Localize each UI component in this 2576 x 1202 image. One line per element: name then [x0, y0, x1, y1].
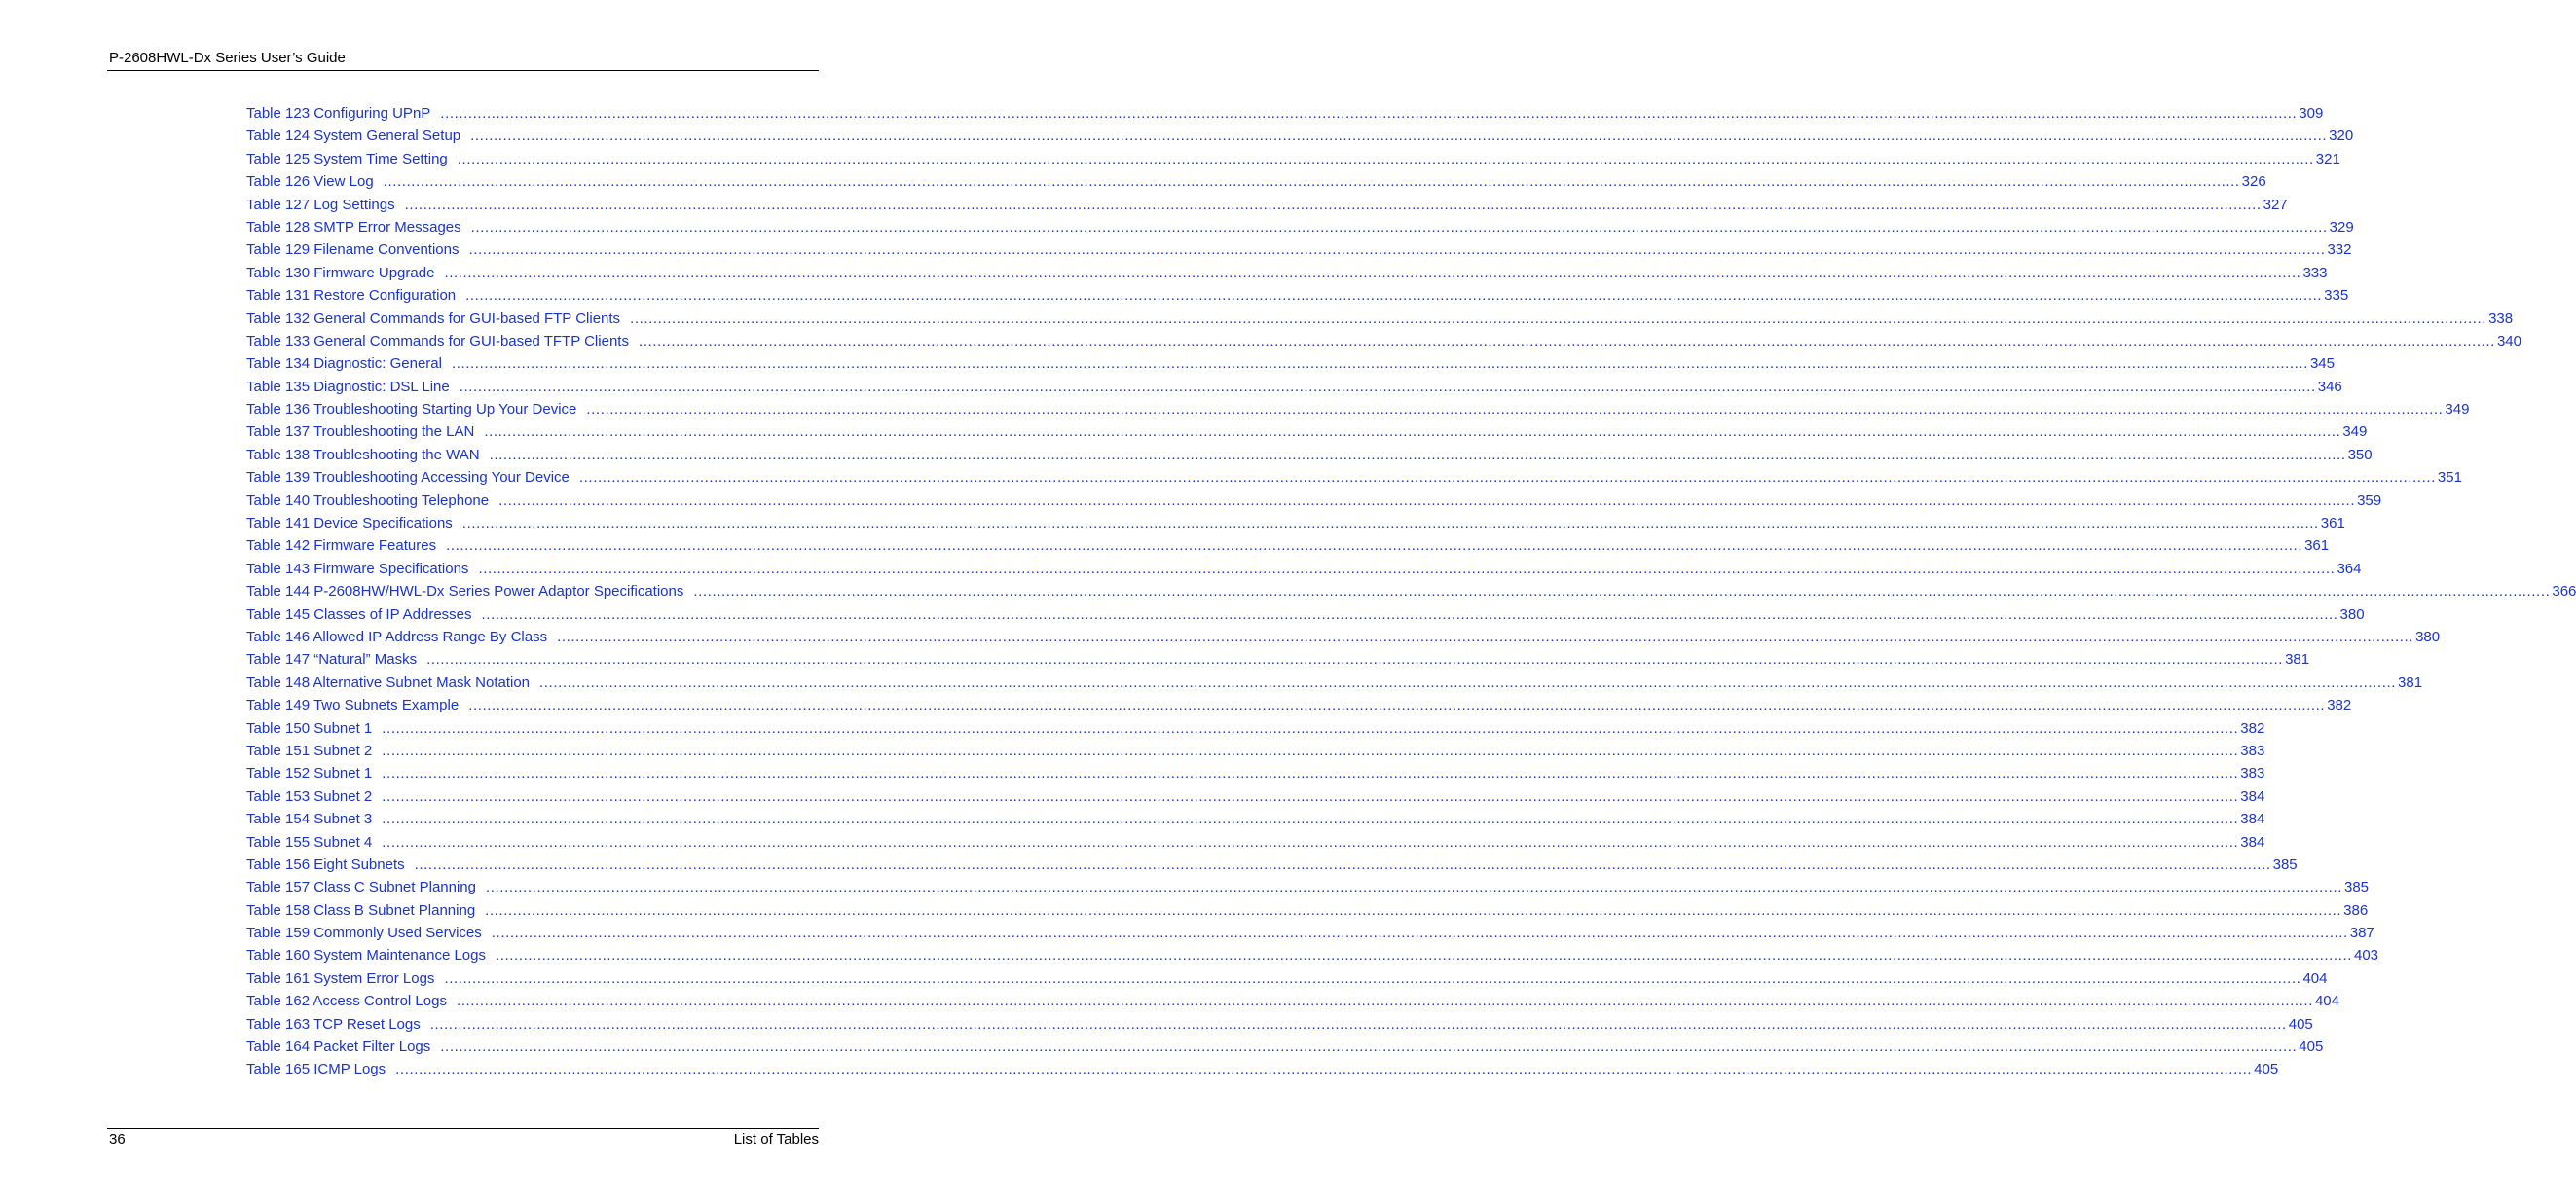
toc-entry-title: Table 144 P-2608HW/HWL-Dx Series Power Adaptor Specifications: [246, 583, 684, 601]
toc-entry[interactable]: [246, 420, 2368, 443]
toc-entry[interactable]: [246, 967, 2328, 990]
toc-entry-title: Table 154 Subnet 3: [246, 811, 373, 828]
toc-entry-title: Table 161 System Error Logs: [246, 969, 435, 987]
toc-entry-title: Table 129 Filename Conventions: [246, 241, 460, 259]
toc-entry-title: Table 123 Configuring UPnP: [246, 105, 431, 122]
toc-entry-page: 361: [2320, 515, 2345, 532]
dot-leader: ................................................................................................................................................................................................................................................................................................................................................................................................................: [539, 674, 2397, 691]
toc-entry[interactable]: [246, 648, 2310, 671]
dot-leader: ................................................................................................................................................................................................................................................................................................................................................................................................................: [578, 469, 2436, 487]
toc-entry[interactable]: [246, 854, 2298, 876]
toc-entry-title: Table 149 Two Subnets Example: [246, 697, 460, 714]
dot-leader: ................................................................................................................................................................................................................................................................................................................................................................................................................: [459, 378, 2316, 395]
toc-entry-title: Table 152 Subnet 1: [246, 765, 373, 783]
toc-entry-title: Table 128 SMTP Error Messages: [246, 218, 461, 236]
toc-entry-page: 387: [2349, 925, 2374, 942]
list-of-tables: [246, 102, 2576, 1081]
toc-entry[interactable]: [246, 785, 2265, 808]
dot-leader: ................................................................................................................................................................................................................................................................................................................................................................................................................: [382, 765, 2239, 783]
toc-entry-page: 382: [2240, 719, 2265, 737]
toc-entry[interactable]: [246, 831, 2265, 854]
toc-entry-title: Table 132 General Commands for GUI-based FTP Clients: [246, 310, 621, 327]
toc-entry-page: 384: [2240, 787, 2265, 805]
footer-section-title: List of Tables: [733, 1131, 819, 1147]
toc-entry[interactable]: [246, 444, 2373, 466]
toc-entry-page: 335: [2324, 287, 2349, 305]
dot-leader: ................................................................................................................................................................................................................................................................................................................................................................................................................: [693, 583, 2551, 601]
toc-entry[interactable]: [246, 216, 2354, 238]
dot-leader: ................................................................................................................................................................................................................................................................................................................................................................................................................: [446, 537, 2303, 555]
toc-entry-page: 366: [2552, 583, 2576, 601]
toc-entry[interactable]: [246, 170, 2266, 193]
toc-entry-title: Table 145 Classes of IP Addresses: [246, 605, 472, 623]
toc-entry[interactable]: [246, 308, 2514, 330]
toc-entry-page: 384: [2240, 833, 2265, 851]
dot-leader: ................................................................................................................................................................................................................................................................................................................................................................................................................: [451, 355, 2308, 373]
toc-entry[interactable]: [246, 490, 2382, 512]
toc-entry-page: 320: [2329, 127, 2354, 145]
toc-entry-page: 361: [2304, 537, 2330, 555]
toc-entry[interactable]: [246, 717, 2265, 740]
toc-entry[interactable]: [246, 376, 2342, 398]
dot-leader: ................................................................................................................................................................................................................................................................................................................................................................................................................: [630, 310, 2487, 327]
toc-entry-title: Table 150 Subnet 1: [246, 719, 373, 737]
toc-entry-title: Table 140 Troubleshooting Telephone: [246, 492, 490, 509]
toc-entry[interactable]: [246, 102, 2324, 125]
header-title: P-2608HWL-Dx Series User’s Guide: [109, 50, 346, 66]
toc-entry-page: 405: [2288, 1015, 2313, 1033]
dot-leader: ................................................................................................................................................................................................................................................................................................................................................................................................................: [461, 515, 2319, 532]
toc-entry[interactable]: [246, 876, 2370, 898]
dot-leader: ................................................................................................................................................................................................................................................................................................................................................................................................................: [491, 925, 2348, 942]
toc-entry-page: 321: [2315, 150, 2340, 167]
dot-leader: ................................................................................................................................................................................................................................................................................................................................................................................................................: [557, 628, 2414, 645]
toc-entry-title: Table 147 “Natural” Masks: [246, 651, 418, 669]
toc-entry-title: Table 133 General Commands for GUI-based TFTP Clients: [246, 332, 629, 349]
toc-entry-title: Table 153 Subnet 2: [246, 787, 373, 805]
dot-leader: ................................................................................................................................................................................................................................................................................................................................................................................................................: [382, 719, 2239, 737]
toc-entry[interactable]: [246, 899, 2369, 922]
toc-entry-page: 327: [2263, 196, 2288, 213]
toc-entry-title: Table 134 Diagnostic: General: [246, 355, 442, 373]
toc-entry-title: Table 151 Subnet 2: [246, 742, 373, 759]
toc-entry-title: Table 159 Commonly Used Services: [246, 925, 482, 942]
dot-leader: ................................................................................................................................................................................................................................................................................................................................................................................................................: [440, 105, 2298, 122]
toc-entry-page: 384: [2240, 811, 2265, 828]
toc-entry-page: 405: [2254, 1061, 2279, 1078]
toc-entry-title: Table 126 View Log: [246, 173, 374, 191]
dot-leader: ................................................................................................................................................................................................................................................................................................................................................................................................................: [486, 879, 2342, 896]
dot-leader: ................................................................................................................................................................................................................................................................................................................................................................................................................: [429, 1015, 2287, 1033]
toc-entry-page: 382: [2327, 697, 2352, 714]
toc-entry[interactable]: [246, 808, 2265, 830]
dot-leader: ................................................................................................................................................................................................................................................................................................................................................................................................................: [586, 401, 2444, 419]
toc-entry-page: 349: [2342, 423, 2368, 441]
toc-entry[interactable]: [246, 694, 2352, 716]
toc-entry-title: Table 124 System General Setup: [246, 127, 461, 145]
toc-entry-title: Table 141 Device Specifications: [246, 515, 453, 532]
toc-entry-page: 359: [2357, 492, 2382, 509]
dot-leader: ................................................................................................................................................................................................................................................................................................................................................................................................................: [382, 787, 2239, 805]
toc-entry-title: Table 130 Firmware Upgrade: [246, 264, 435, 281]
toc-entry-title: Table 163 TCP Reset Logs: [246, 1015, 421, 1033]
dot-leader: ................................................................................................................................................................................................................................................................................................................................................................................................................: [495, 947, 2352, 965]
toc-entry-page: 364: [2337, 560, 2362, 577]
dot-leader: ................................................................................................................................................................................................................................................................................................................................................................................................................: [470, 127, 2328, 145]
toc-entry[interactable]: [246, 1058, 2279, 1080]
dot-leader: ................................................................................................................................................................................................................................................................................................................................................................................................................: [468, 241, 2326, 259]
footer-page-number: 36: [109, 1131, 126, 1147]
dot-leader: ................................................................................................................................................................................................................................................................................................................................................................................................................: [444, 264, 2301, 281]
toc-entry-title: Table 127 Log Settings: [246, 196, 395, 213]
dot-leader: ................................................................................................................................................................................................................................................................................................................................................................................................................: [457, 150, 2314, 167]
dot-leader: ................................................................................................................................................................................................................................................................................................................................................................................................................: [382, 833, 2239, 851]
toc-entry[interactable]: [246, 352, 2335, 375]
dot-leader: ................................................................................................................................................................................................................................................................................................................................................................................................................: [382, 742, 2239, 759]
toc-entry-title: Table 138 Troubleshooting the WAN: [246, 446, 480, 463]
toc-entry-title: Table 155 Subnet 4: [246, 833, 373, 851]
dot-leader: ................................................................................................................................................................................................................................................................................................................................................................................................................: [465, 287, 2323, 305]
toc-entry-title: Table 157 Class C Subnet Planning: [246, 879, 476, 896]
toc-entry[interactable]: [246, 125, 2354, 147]
toc-entry-page: 309: [2299, 105, 2324, 122]
dot-leader: ................................................................................................................................................................................................................................................................................................................................................................................................................: [478, 560, 2336, 577]
toc-entry-title: Table 125 System Time Setting: [246, 150, 448, 167]
toc-entry[interactable]: [246, 558, 2362, 580]
toc-entry-page: 386: [2343, 901, 2369, 919]
toc-entry-title: Table 165 ICMP Logs: [246, 1061, 386, 1078]
toc-entry-page: 405: [2299, 1038, 2324, 1056]
toc-entry[interactable]: [246, 1013, 2313, 1036]
toc-entry-page: 381: [2285, 651, 2310, 669]
dot-leader: ................................................................................................................................................................................................................................................................................................................................................................................................................: [489, 446, 2346, 463]
toc-entry[interactable]: [246, 238, 2352, 261]
dot-leader: ................................................................................................................................................................................................................................................................................................................................................................................................................: [383, 173, 2240, 191]
toc-entry-title: Table 162 Access Control Logs: [246, 993, 447, 1010]
toc-entry-title: Table 158 Class B Subnet Planning: [246, 901, 476, 919]
toc-entry-page: 351: [2437, 469, 2462, 487]
toc-entry-page: 326: [2241, 173, 2266, 191]
dot-leader: ................................................................................................................................................................................................................................................................................................................................................................................................................: [485, 901, 2342, 919]
toc-entry[interactable]: [246, 194, 2288, 216]
dot-leader: ................................................................................................................................................................................................................................................................................................................................................................................................................: [414, 856, 2271, 873]
dot-leader: ................................................................................................................................................................................................................................................................................................................................................................................................................: [404, 196, 2262, 213]
toc-entry[interactable]: [246, 944, 2379, 966]
toc-entry[interactable]: [246, 262, 2328, 284]
toc-entry[interactable]: [246, 990, 2339, 1012]
toc-entry[interactable]: [246, 626, 2441, 648]
toc-entry[interactable]: [246, 762, 2265, 784]
toc-entry[interactable]: [246, 1036, 2324, 1058]
toc-entry-page: 338: [2488, 310, 2514, 327]
toc-entry-page: 383: [2240, 765, 2265, 783]
toc-entry-title: Table 146 Allowed IP Address Range By Class: [246, 628, 548, 645]
toc-entry-page: 404: [2314, 993, 2339, 1010]
toc-entry-title: Table 148 Alternative Subnet Mask Notation: [246, 674, 531, 691]
toc-entry-page: 385: [2344, 879, 2370, 896]
toc-entry[interactable]: [246, 512, 2345, 534]
toc-entry-title: Table 156 Eight Subnets: [246, 856, 405, 873]
toc-entry-page: 380: [2339, 605, 2365, 623]
toc-entry-title: Table 131 Restore Configuration: [246, 287, 457, 305]
toc-entry-page: 350: [2347, 446, 2373, 463]
toc-entry[interactable]: [246, 284, 2349, 307]
toc-entry-title: Table 135 Diagnostic: DSL Line: [246, 378, 450, 395]
dot-leader: ................................................................................................................................................................................................................................................................................................................................................................................................................: [456, 993, 2313, 1010]
toc-entry[interactable]: [246, 922, 2374, 944]
toc-entry[interactable]: [246, 740, 2265, 762]
dot-leader: ................................................................................................................................................................................................................................................................................................................................................................................................................: [638, 332, 2495, 349]
toc-entry[interactable]: [246, 580, 2576, 602]
toc-entry[interactable]: [246, 398, 2470, 420]
toc-entry-page: 340: [2496, 332, 2521, 349]
dot-leader: ................................................................................................................................................................................................................................................................................................................................................................................................................: [470, 218, 2328, 236]
dot-leader: ................................................................................................................................................................................................................................................................................................................................................................................................................: [498, 492, 2356, 509]
toc-entry[interactable]: [246, 534, 2330, 557]
toc-entry-title: Table 160 System Maintenance Logs: [246, 947, 486, 965]
toc-entry-title: Table 142 Firmware Features: [246, 537, 437, 555]
toc-entry-page: 346: [2317, 378, 2342, 395]
dot-leader: ................................................................................................................................................................................................................................................................................................................................................................................................................: [382, 811, 2239, 828]
toc-entry[interactable]: [246, 603, 2365, 626]
toc-entry[interactable]: [246, 330, 2521, 352]
dot-leader: ................................................................................................................................................................................................................................................................................................................................................................................................................: [440, 1038, 2298, 1056]
toc-entry-page: 380: [2415, 628, 2441, 645]
toc-entry-page: 404: [2302, 969, 2328, 987]
toc-entry-title: Table 143 Firmware Specifications: [246, 560, 469, 577]
toc-entry-page: 333: [2302, 264, 2328, 281]
toc-entry[interactable]: [246, 148, 2340, 170]
toc-entry-page: 381: [2398, 674, 2423, 691]
footer-divider: [107, 1128, 819, 1129]
toc-entry-title: Table 137 Troubleshooting the LAN: [246, 423, 475, 441]
toc-entry-title: Table 139 Troubleshooting Accessing Your Device: [246, 469, 570, 487]
toc-entry-page: 349: [2445, 401, 2470, 419]
header-divider: [107, 70, 819, 71]
toc-entry-page: 329: [2329, 218, 2354, 236]
toc-entry-title: Table 164 Packet Filter Logs: [246, 1038, 431, 1056]
dot-leader: ................................................................................................................................................................................................................................................................................................................................................................................................................: [481, 605, 2338, 623]
dot-leader: ................................................................................................................................................................................................................................................................................................................................................................................................................: [444, 969, 2301, 987]
dot-leader: ................................................................................................................................................................................................................................................................................................................................................................................................................: [395, 1061, 2253, 1078]
toc-entry[interactable]: [246, 466, 2462, 489]
dot-leader: ................................................................................................................................................................................................................................................................................................................................................................................................................: [426, 651, 2284, 669]
toc-entry-page: 332: [2327, 241, 2352, 259]
toc-entry-page: 345: [2309, 355, 2335, 373]
toc-entry-page: 385: [2272, 856, 2298, 873]
dot-leader: ................................................................................................................................................................................................................................................................................................................................................................................................................: [484, 423, 2341, 441]
dot-leader: ................................................................................................................................................................................................................................................................................................................................................................................................................: [468, 697, 2326, 714]
toc-entry-page: 383: [2240, 742, 2265, 759]
toc-entry[interactable]: [246, 672, 2423, 694]
toc-entry-title: Table 136 Troubleshooting Starting Up Your Device: [246, 401, 577, 419]
toc-entry-page: 403: [2353, 947, 2379, 965]
